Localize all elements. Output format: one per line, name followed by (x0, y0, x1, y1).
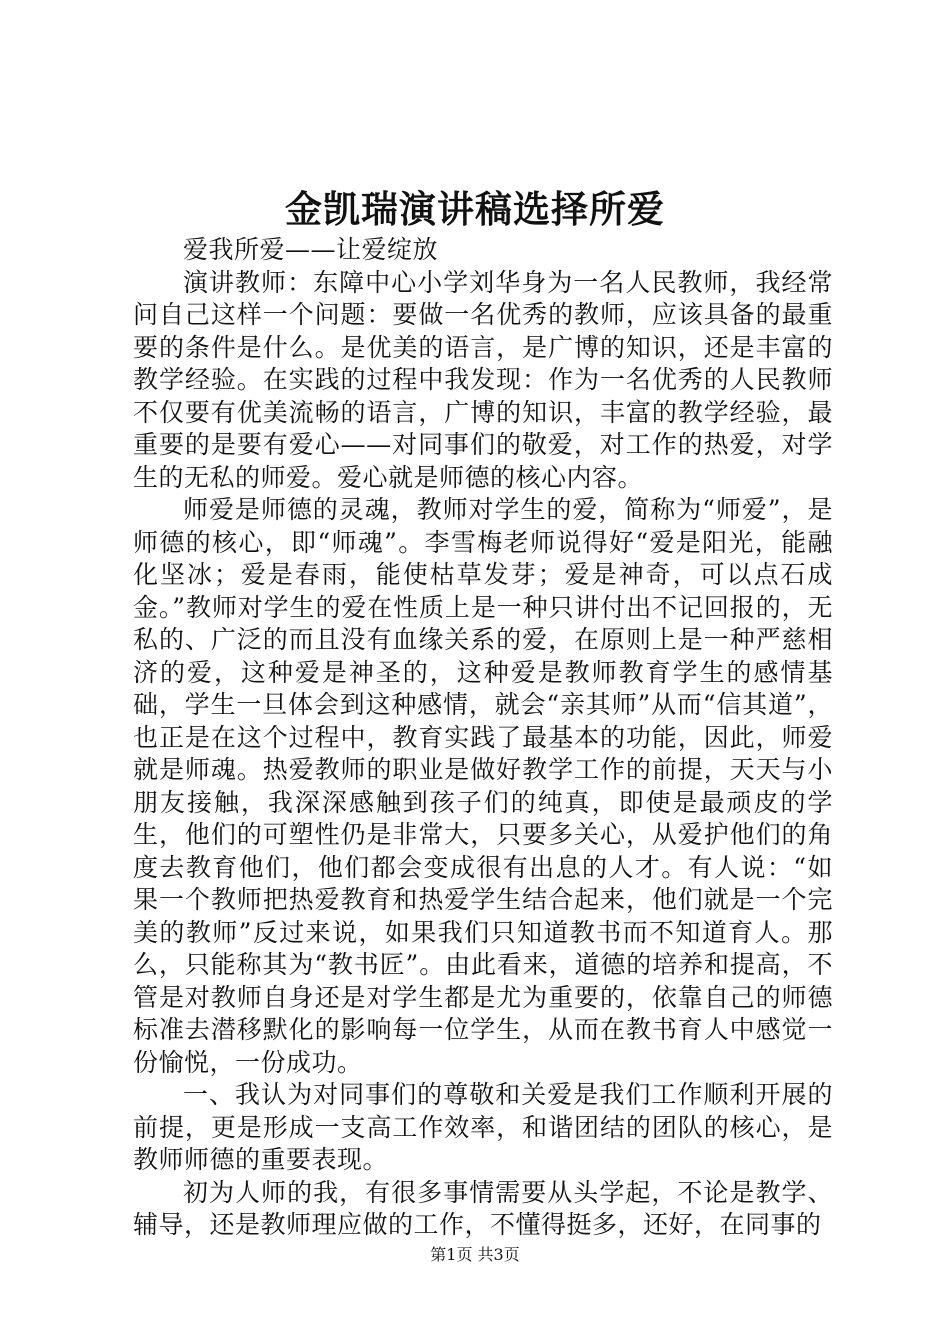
paragraph-subtitle: 爱我所爱——让爱绽放 (183, 235, 439, 264)
paragraph-intro: 演讲教师：东障中心小学刘华身为一名人民教师，我经常问自己这样一个问题：要做一名优秀的教师，应该具备的最重要的条件是什么。是优美的语言，是广博的知识，还是丰富的教学经验。在实践的过程中我发现：作为一名优秀的人民教师不仅要有优美流畅的语言，广博的知识，丰富的教学经验，最重要的是要有爱心——对同事们的敬爱，对工作的热爱，对学生的无私的师爱。爱心就是师德的核心内容。 (133, 267, 833, 492)
document-title: 金凯瑞演讲稿选择所爱 (285, 187, 665, 231)
document-body (133, 234, 833, 1242)
paragraph-teacher-love: 师爱是师德的灵魂，教师对学生的爱，简称为“师爱”，是师德的核心，即“师魂”。李雪梅老师说得好“爱是阳光，能融化坚冰；爱是春雨，能使枯草发芽；爱是神奇，可以点石成金。”教师对学生的爱在性质上是一种只讲付出不记回报的，无私的、广泛的而且没有血缘关系的爱，在原则上是一种严慈相济的爱，这种爱是神圣的，这种爱是教师教育学生的感情基础，学生一旦体会到这种感情，就会“亲其师”从而“信其道”，也正是在这个过程中，教育实践了最基本的功能，因此，师爱就是师魂。热爱教师的职业是做好教学工作的前提，天天与小朋友接触，我深深感触到孩子们的纯真，即使是最顽皮的学生，他们的可塑性仍是非常大，只要多关心，从爱护他们的角度去教育他们，他们都会变成很有出息的人才。有人说：“如果一个教师把热爱教育和热爱学生结合起来，他们就是一个完美的教师”反过来说，如果我们只知道教书而不知道育人。那么，只能称其为“教书匠”。由此看来，道德的培养和提高，不管是对教师自身还是对学生都是尤为重要的，依靠自己的师德标准去潜移默化的影响每一位学生，从而在教书育人中感觉一份愉悦，一份成功。 (133, 495, 833, 1077)
paragraph-section-one: 一、我认为对同事们的尊敬和关爱是我们工作顺利开展的前提，更是形成一支高工作效率，和谐团结的团队的核心，是教师师德的重要表现。 (133, 1080, 833, 1174)
page-number-footer: 第1页 共3页 (430, 1245, 520, 1264)
paragraph-new-teacher: 初为人师的我，有很多事情需要从头学起，不论是教学、辅导，还是教师理应做的工作，不懂得挺多，还好，在同事的 (133, 1177, 833, 1239)
